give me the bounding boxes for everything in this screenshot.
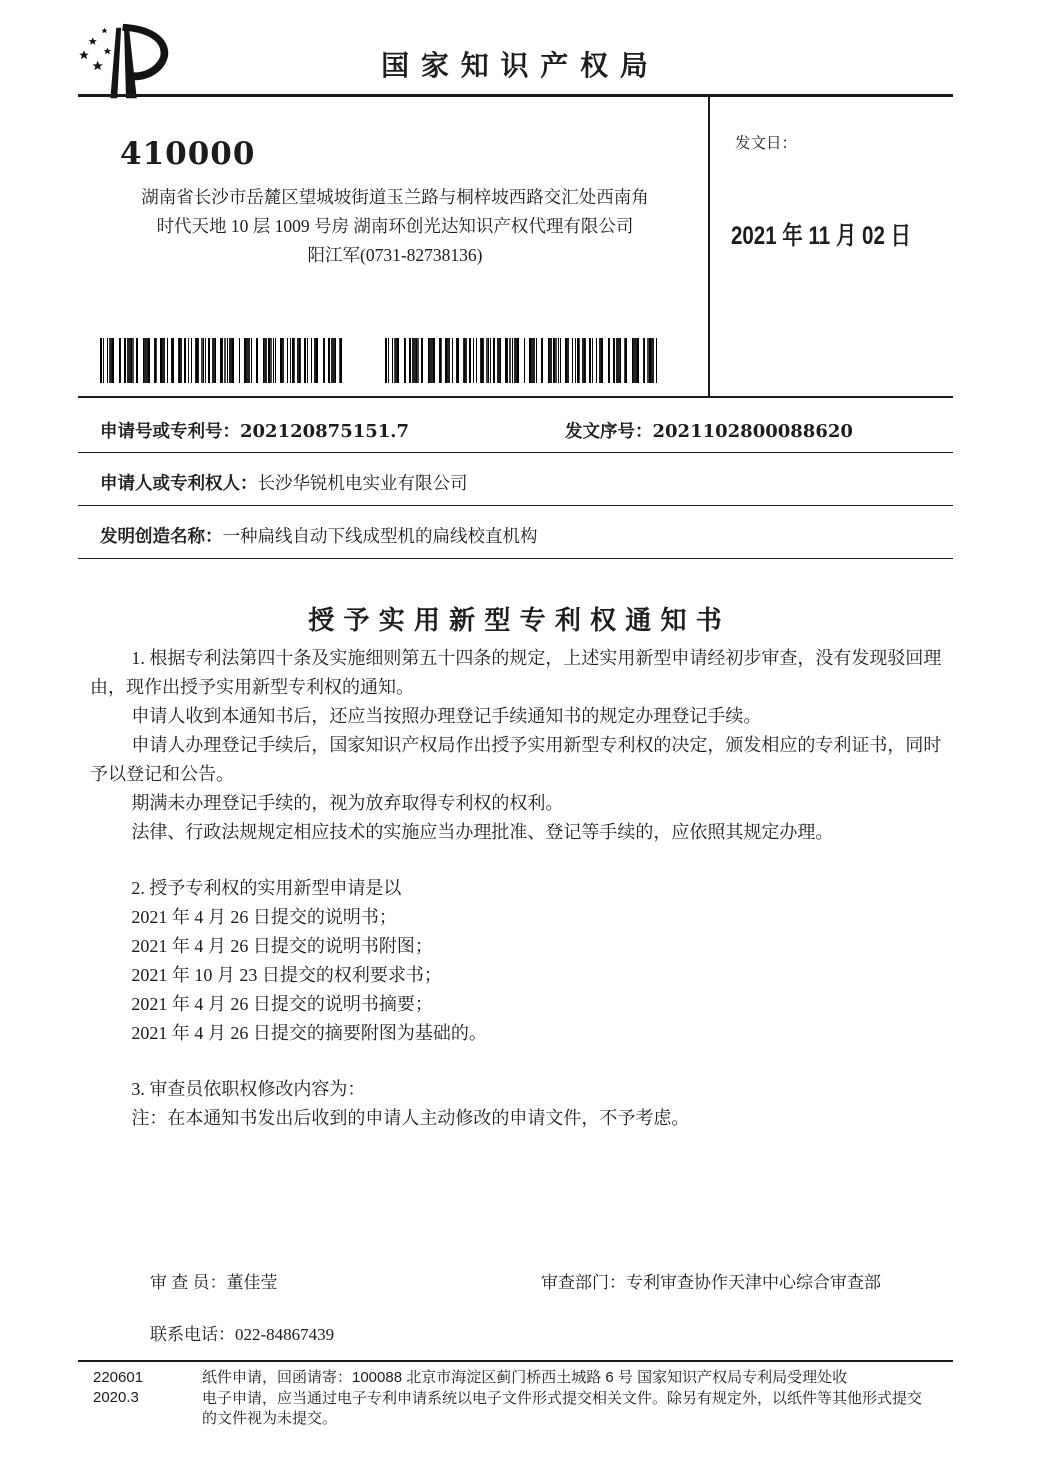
row-rule-2 [78, 505, 953, 506]
recipient-contact-line: 阳江军(0731-82738136) [307, 245, 483, 265]
body-paragraph: 3. 审查员依职权修改内容为： [131, 1079, 366, 1099]
examiner-name: 董佳莹 [226, 1273, 278, 1292]
examiner-row [150, 1268, 278, 1293]
body-paragraph: 2021 年 10 月 23 日提交的权利要求书； [131, 965, 442, 985]
section-rule-top [78, 396, 953, 398]
invention-title-value: 一种扁线自动下线成型机的扁线校直机构 [222, 526, 538, 546]
agency-title: 国 家 知 识 产 权 局 [381, 50, 650, 81]
applicant-value: 长沙华锐机电实业有限公司 [257, 473, 468, 493]
body-paragraph: 注：在本通知书发出后收到的申请人主动修改的申请文件，不予考虑。 [131, 1108, 690, 1128]
serial-number-value: 2021102800088620 [652, 421, 853, 442]
department-name: 专利审查协作天津中心综合审查部 [626, 1273, 881, 1292]
barcode-right [385, 338, 658, 383]
applicant-row [100, 470, 468, 495]
date-box-divider [708, 95, 710, 398]
applicant-label: 申请人或专利权人： [100, 473, 258, 493]
application-number-value: 202120875151.7 [240, 421, 410, 442]
body-paragraph: 2021 年 4 月 26 日提交的说明书； [131, 907, 397, 927]
body-paragraph: 1. 根据专利法第四十条及实施细则第五十四条的规定，上述实用新型申请经初步审查，没有发现驳回理由，现作出授予实用新型专利权的通知。 [90, 648, 942, 697]
notice-body [90, 644, 958, 1133]
row-rule-3 [78, 558, 953, 559]
footer-form-code: 220601 [93, 1369, 144, 1386]
footer-form-version: 2020.3 [93, 1389, 139, 1406]
phone-row [150, 1320, 334, 1345]
serial-number-row [565, 418, 853, 443]
application-number-label: 申请号或专利号： [100, 421, 240, 441]
body-paragraph: 2. 授予专利权的实用新型申请是以 [131, 878, 402, 898]
footer-form-codes [93, 1368, 143, 1408]
issue-date-value: 2021 年 11 月 02 日 [731, 222, 912, 250]
footer-instructions [202, 1368, 922, 1430]
phone-number: 022-84867439 [235, 1325, 335, 1344]
body-paragraph: 2021 年 4 月 26 日提交的说明书摘要； [131, 994, 433, 1014]
body-paragraph: 期满未办理登记手续的，视为放弃取得专利权的权利。 [131, 793, 564, 813]
recipient-address-line2: 时代天地 10 层 1009 号房 湖南环创光达知识产权代理有限公司 [156, 216, 634, 236]
invention-title-label: 发明创造名称： [100, 526, 223, 546]
barcode-left [100, 338, 345, 383]
body-paragraph: 2021 年 4 月 26 日提交的说明书附图； [131, 936, 433, 956]
header-rule [78, 94, 953, 97]
row-rule-1 [78, 452, 953, 453]
body-paragraph: 申请人办理登记手续后，国家知识产权局作出授予实用新型专利权的决定，颁发相应的专利证书，同时予以登记和公告。 [90, 735, 942, 784]
recipient-address-line1: 湖南省长沙市岳麓区望城坡街道玉兰路与桐梓坡西路交汇处西南角 [141, 187, 649, 207]
body-paragraph: 申请人收到本通知书后，还应当按照办理登记手续通知书的规定办理登记手续。 [131, 706, 762, 726]
examiner-label: 审 查 员： [150, 1273, 227, 1292]
body-paragraph: 法律、行政法规规定相应技术的实施应当办理批准、登记等手续的，应依照其规定办理。 [131, 822, 834, 842]
invention-title-row [100, 523, 538, 548]
notice-title: 授 予 实 用 新 型 专 利 权 通 知 书 [308, 605, 723, 635]
department-row [541, 1268, 881, 1293]
footer-line-electronic: 电子申请，应当通过电子专利申请系统以电子文件形式提交相关文件。除另有规定外，以纸件等其他形式提交的文件视为未提交。 [202, 1389, 923, 1427]
recipient-postal-code: 410000 [120, 136, 256, 172]
footer-rule [78, 1360, 953, 1362]
application-number-row [100, 418, 409, 443]
recipient-address [95, 183, 695, 270]
issue-date-label: 发文日： [735, 135, 798, 152]
body-paragraph: 2021 年 4 月 26 日提交的摘要附图为基础的。 [131, 1023, 487, 1043]
serial-number-label: 发文序号： [565, 421, 653, 441]
footer-line-paper: 纸件申请，回函请寄：100088 北京市海淀区蓟门桥西土城路 6 号 国家知识产权局专利局受理处收 [202, 1369, 848, 1386]
phone-label: 联系电话： [150, 1325, 235, 1344]
department-label: 审查部门： [541, 1273, 626, 1292]
